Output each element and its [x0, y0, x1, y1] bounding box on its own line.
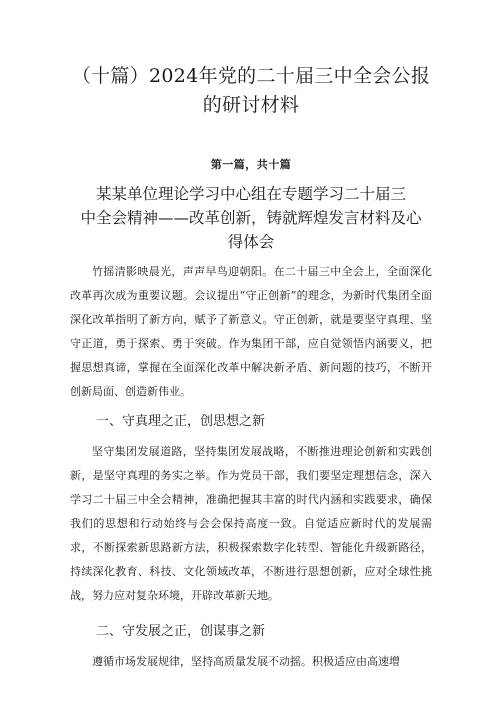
- document-title-line-2: 的研讨材料: [202, 94, 300, 116]
- section-1-heading: 一、守真理之正，创思想之新: [96, 414, 266, 429]
- intro-paragraph: 竹摇清影映晨光，声声早鸟迎朝阳。在二十届三中全会上，全面深化改革再次成为重要议题。会议提出“守正创新”的理念，为新时代集团全面深化改革指明了新方向，赋予了新意义。守正创新，就是要坚守真理、坚守正道，勇于探索、勇于突破。作为集团干部，应自觉领悟内涵要义，把握思想真谛，掌握在全面深化改革中解决新矛盾、新问题的技巧，不断开创新局面、创造新伟业。: [70, 265, 432, 398]
- document-title: [70, 0, 432, 120]
- article-title-line-3: 得体会: [227, 233, 275, 251]
- article-title: [70, 182, 432, 254]
- article-title-line-1: 某某单位理论学习中心组在专题学习二十届三: [95, 185, 406, 203]
- section-1-body: 坚守集团发展道路，坚持集团发展战略，不断推进理论创新和实践创新，是坚守真理的务实之举。作为党员干部，我们要坚定理想信念，深入学习二十届三中全会精神，准确把握其丰富的时代内涵和实践要求，确保我们的思想和行动始终与会会保持高度一致。自觉适应新时代的发展需求，不断探索新思路新方法，积极探索数字化转型、智能化升级新路径，持续深化教育、科技、文化领域改革，不断进行思想创新，应对全球性挑战，努力应对复杂环境，开辟改革新天地。: [70, 445, 432, 602]
- section-2-heading: 二、守发展之正，创谋事之新: [96, 624, 266, 639]
- article-number: 第一篇，共十篇: [210, 158, 292, 171]
- article-title-line-2: 中全会精神——改革创新，铸就辉煌发言材料及心: [80, 209, 422, 227]
- section-2-body: 遵循市场发展规律，坚持高质量发展不动摇。积极适应由高速增: [92, 655, 400, 668]
- document-title-line-1: （十篇）2024年党的二十届三中全会公报: [71, 65, 431, 87]
